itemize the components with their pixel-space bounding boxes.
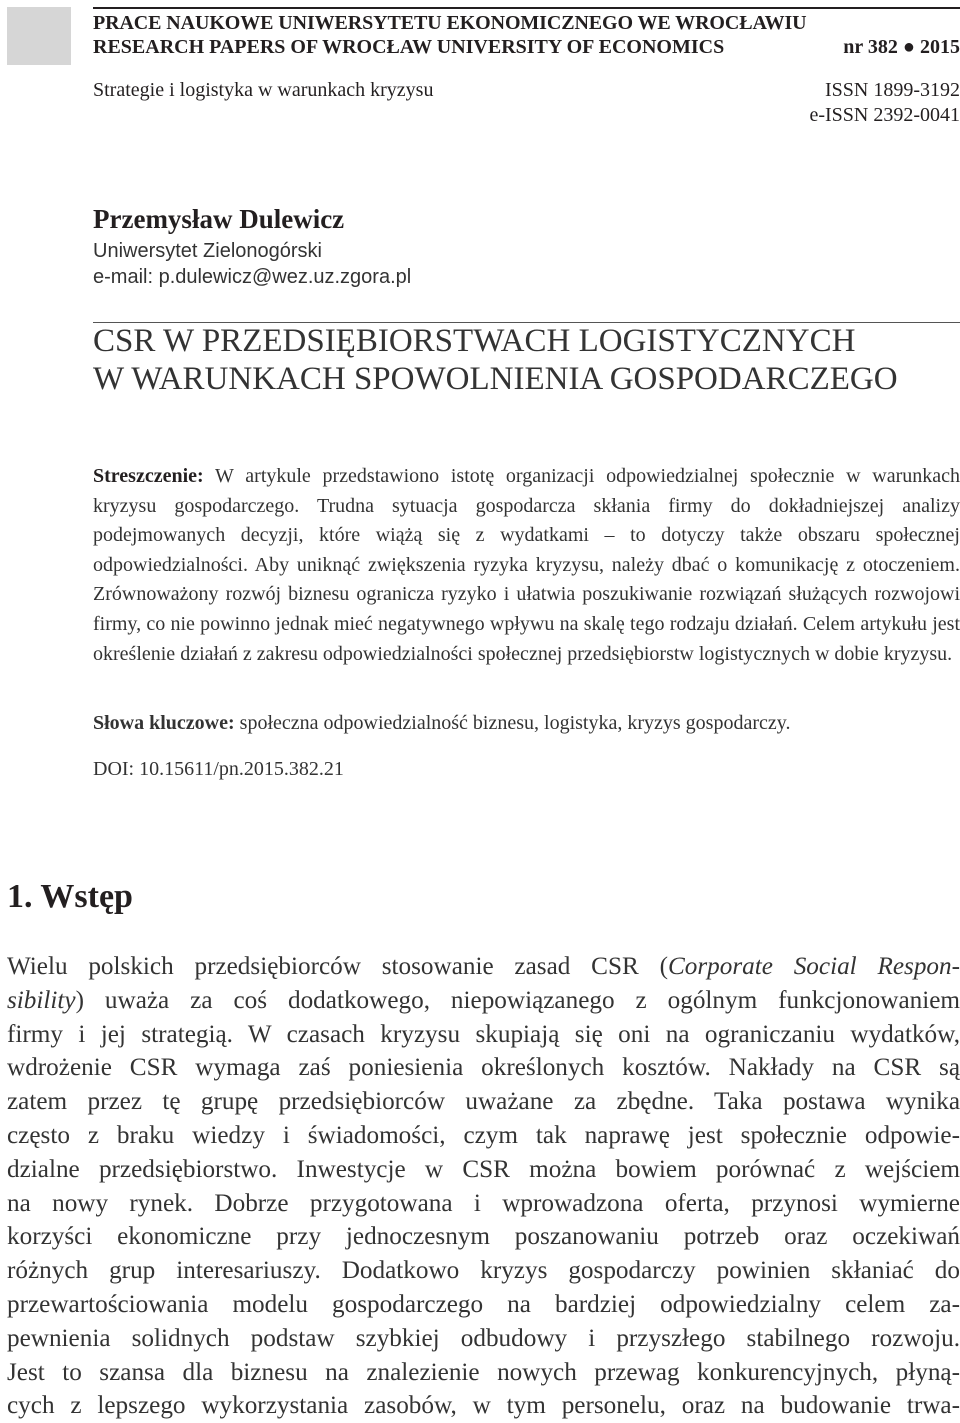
section-heading: 1. Wstęp bbox=[7, 878, 133, 915]
body-line: firmy i jej strategią. W czasach kryzysu skupiają się oni na ograniczaniu wydatków, bbox=[7, 1020, 960, 1048]
abstract bbox=[93, 462, 960, 669]
body-line: zatem przez tę grupę przedsiębiorców uważane za zbędne. Taka postawa wynika bbox=[7, 1088, 960, 1116]
issn: ISSN 1899-3192 bbox=[824, 79, 960, 101]
body-line-text: sibility) uważa za coś dodatkowego, niepowiązanego z ogólnym funkcjonowaniem bbox=[7, 986, 960, 1014]
body-line bbox=[7, 950, 960, 984]
body-line: Jest to szansa dla biznesu na znalezienie nowych przewag konkurencyjnych, płyną- bbox=[7, 1358, 960, 1386]
series-title: Strategie i logistyka w warunkach kryzysu bbox=[93, 79, 434, 101]
body-line: na nowy rynek. Dobrze przygotowana i wprowadzona oferta, przynosi wymierne bbox=[7, 1189, 960, 1217]
article-title-line-1: CSR W PRZEDSIĘBIORSTWACH LOGISTYCZNYCH bbox=[93, 323, 856, 359]
body-line: cych z lepszego wykorzystania zasobów, w tym personelu, oraz na budowanie trwa- bbox=[7, 1392, 960, 1420]
abstract-text: W artykule przedstawiono istotę organizacji odpowiedzialnej społecznie w warunkach kryzysu gospodarczego. Trudna sytuacja gospodarcza skłania firmy do dokładniejszej analizy podejmowanych decyzji, które wiążą się z wydatkami – to dotyczy także obszaru społecznej odpowiedzialności. Aby uniknąć zwiększenia ryzyka kryzysu, należy dbać o komunikację z otoczeniem. Zrównoważony rozwój biznesu ogranicza ryzyko i ułatwia poszukiwanie rozwiązań służących rozwojowi firmy, co nie powinno jednak mieć negatywnego wpływu na skalę tego rodzaju działań. Celem artykułu jest określenie działań z zakresu odpowiedzialności społecznej przedsiębiorstw logistycznych w dobie kryzysu. bbox=[93, 465, 960, 665]
body-line: często z braku wiedzy i świadomości, czym tak naprawę jest społecznie odpowie- bbox=[7, 1121, 960, 1149]
body-line: dzialne przedsiębiorstwo. Inwestycje w CSR można bowiem porównać z wejściem bbox=[7, 1155, 960, 1183]
keywords-label: Słowa kluczowe: bbox=[93, 712, 235, 734]
body-line: wdrożenie CSR wymaga zaś poniesienia określonych kosztów. Nakłady na CSR są bbox=[7, 1054, 960, 1082]
article-title bbox=[93, 322, 960, 398]
article-title-line-2: W WARUNKACH SPOWOLNIENIA GOSPODARCZEGO bbox=[93, 361, 898, 397]
body-line-text: Wielu polskich przedsiębiorców stosowanie zasad CSR (Corporate Social Respon- bbox=[7, 953, 960, 980]
body-line: pewnienia solidnych podstaw szybkiej odbudowy i przyszłego stabilnego rozwoju. bbox=[7, 1324, 960, 1352]
body-line-italic: sibility bbox=[7, 986, 76, 1014]
journal-title-pl: PRACE NAUKOWE UNIWERSYTETU EKONOMICZNEGO WE WROCŁAWIU bbox=[93, 12, 807, 34]
author-name: Przemysław Dulewicz bbox=[93, 204, 345, 234]
author-email[interactable]: e-mail: p.dulewicz@wez.uz.zgora.pl bbox=[93, 266, 412, 288]
eissn: e-ISSN 2392-0041 bbox=[809, 104, 960, 126]
body-line: różnych grup interesariuszy. Dodatkowo kryzys gospodarczy powinien skłaniać do bbox=[7, 1257, 960, 1285]
body-line bbox=[7, 984, 960, 1018]
series-row bbox=[93, 79, 960, 102]
keywords bbox=[93, 712, 960, 735]
body-line: korzyści ekonomiczne przy jednoczesnym poszanowaniu potrzeb oraz oczekiwań bbox=[7, 1223, 960, 1251]
journal-title-en-row bbox=[93, 36, 960, 59]
body-line-italic: Corporate Social Respon- bbox=[667, 953, 960, 980]
author-affiliation: Uniwersytet Zielonogórski bbox=[93, 240, 322, 262]
doi[interactable]: DOI: 10.15611/pn.2015.382.21 bbox=[93, 758, 344, 780]
journal-title-en: RESEARCH PAPERS OF WROCŁAW UNIVERSITY OF ECONOMICS bbox=[93, 36, 725, 58]
issue-number: nr 382 ● 2015 bbox=[843, 36, 960, 58]
section-body bbox=[7, 950, 960, 1423]
header-top-rule bbox=[93, 7, 960, 9]
keywords-text: społeczna odpowiedzialność biznesu, logistyka, kryzys gospodarczy. bbox=[239, 712, 791, 734]
abstract-label: Streszczenie: bbox=[93, 465, 204, 487]
header-marker-block bbox=[7, 7, 71, 65]
body-line: przewartościowania modelu gospodarczego na bardziej odpowiedzialny celem za- bbox=[7, 1290, 960, 1318]
